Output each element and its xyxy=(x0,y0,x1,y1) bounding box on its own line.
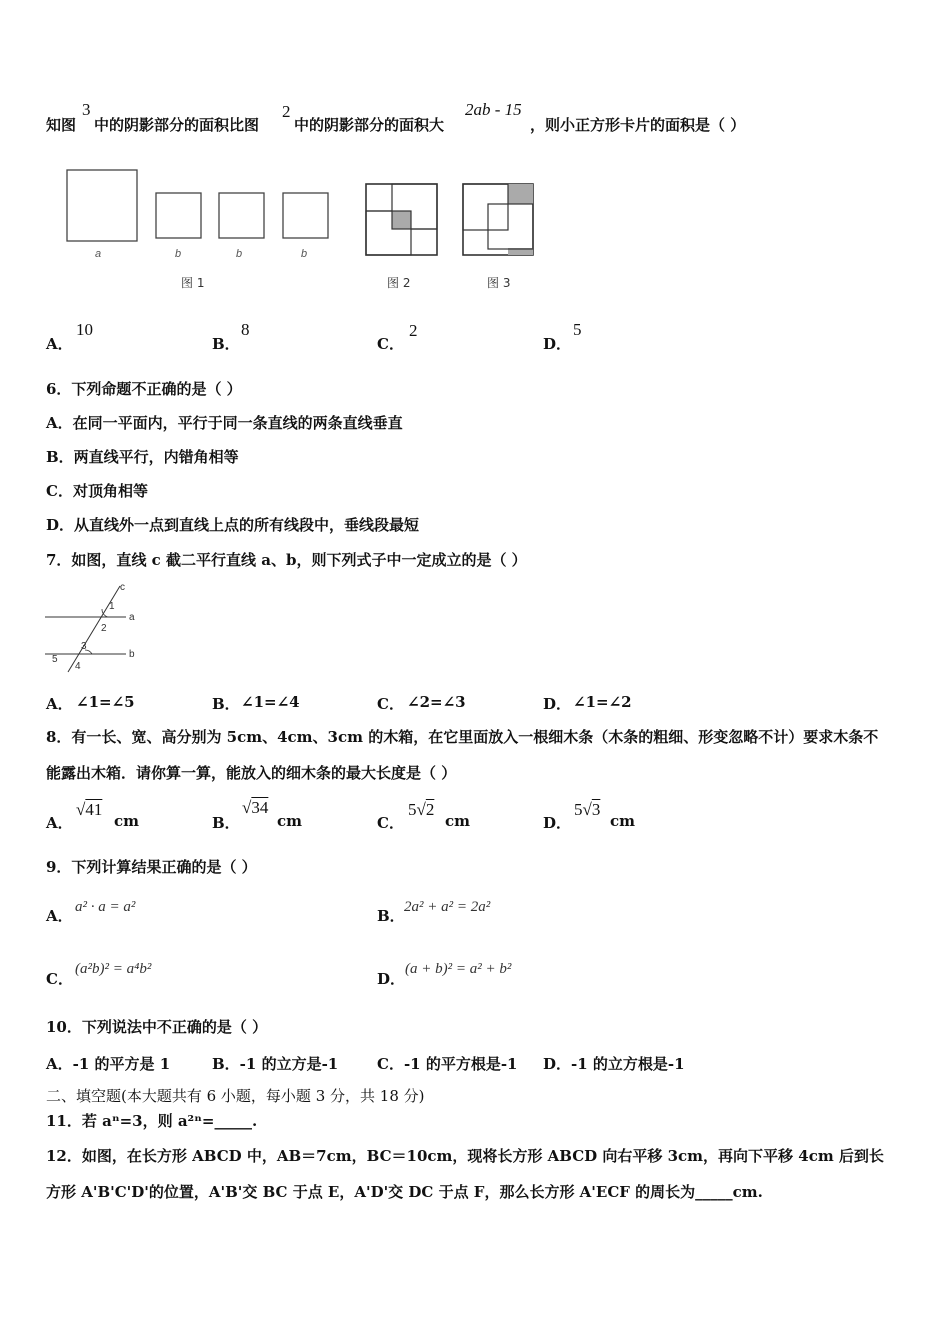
q8-option-b-letter[interactable]: B． xyxy=(212,814,240,832)
q9-option-b-value: 2a² + a² = 2a² xyxy=(404,899,491,915)
fig1-label-b2: b xyxy=(236,248,243,260)
q5-sup1: 3 xyxy=(82,100,91,119)
q8-option-d-coef: 5 xyxy=(574,800,583,819)
q7-figure xyxy=(40,578,150,673)
q5-option-a-letter[interactable]: A． xyxy=(46,335,73,353)
q8-option-b-unit: cm xyxy=(277,812,303,830)
fig1-label-a: a xyxy=(95,248,102,260)
line-c xyxy=(68,586,120,672)
q7-option-c-letter[interactable]: C． xyxy=(377,695,404,713)
angle-4: 4 xyxy=(75,661,81,672)
caption-fig1: 图 1 xyxy=(181,276,205,290)
fig1-square-b1 xyxy=(156,193,201,238)
q9-option-a-letter[interactable]: A． xyxy=(46,907,73,925)
q6-option-a[interactable]: A．在同一平面内，平行于同一条直线的两条直线垂直 xyxy=(46,414,403,432)
q5-option-c-value: 2 xyxy=(409,321,418,340)
q5-sup3: 2ab - 15 xyxy=(465,100,522,119)
caption-fig2: 图 2 xyxy=(387,276,411,290)
q8-option-d-letter[interactable]: D． xyxy=(543,814,572,832)
q10-option-a[interactable]: A．-1 的平方是 1 xyxy=(46,1055,171,1073)
q7-option-c-value: ∠2=∠3 xyxy=(407,693,466,711)
q5-figure xyxy=(55,160,555,295)
q7-option-a-letter[interactable]: A． xyxy=(46,695,73,713)
q8-option-a-radicand: 41 xyxy=(85,800,103,819)
q9-option-b-letter[interactable]: B． xyxy=(377,907,405,925)
label-b: b xyxy=(129,649,135,660)
q5-stem-d: ，则小正方形卡片的面积是（ ） xyxy=(530,116,746,134)
q5-sup2: 2 xyxy=(282,102,291,121)
fig1-label-b3: b xyxy=(301,248,308,260)
angle-3: 3 xyxy=(81,641,87,652)
q5-option-d-value: 5 xyxy=(573,320,582,339)
q9-option-d-value: (a + b)² = a² + b² xyxy=(405,961,512,977)
q7-option-d-value: ∠1=∠2 xyxy=(573,693,632,711)
q8-option-a-letter[interactable]: A． xyxy=(46,814,73,832)
q9-option-d-letter[interactable]: D． xyxy=(377,970,406,988)
q5-option-b-value: 8 xyxy=(241,320,250,339)
q7-option-a-value: ∠1=∠5 xyxy=(76,693,135,711)
q6-option-d[interactable]: D．从直线外一点到直线上点的所有线段中，垂线段最短 xyxy=(46,516,420,534)
q5-stem-b: 中的阴影部分的面积比图 xyxy=(94,116,260,134)
q8-option-a-unit: cm xyxy=(114,812,140,830)
q5-stem-c: 中的阴影部分的面积大 xyxy=(294,116,445,134)
q9-option-c-value: (a²b)² = a⁴b² xyxy=(75,961,152,977)
fig2-shade xyxy=(392,211,411,229)
q10-option-b[interactable]: B．-1 的立方是-1 xyxy=(212,1055,339,1073)
q5-stem-a: 知图 xyxy=(46,116,77,134)
q8-option-c-radicand: 2 xyxy=(425,800,435,819)
q8-option-a-value: √41 xyxy=(76,800,103,819)
angle-1: 1 xyxy=(109,601,115,612)
fig3-shade-top xyxy=(508,184,533,204)
fig1-square-a xyxy=(67,170,137,241)
q5-option-c-letter[interactable]: C． xyxy=(377,335,404,353)
q10-stem: 10．下列说法中不正确的是（ ） xyxy=(46,1018,268,1036)
q8-option-d-radicand: 3 xyxy=(591,800,601,819)
q8-option-c-coef: 5 xyxy=(408,800,417,819)
q5-option-a-value: 10 xyxy=(76,320,93,339)
section2-heading: 二、填空题(本大题共有 6 小题，每小题 3 分，共 18 分) xyxy=(46,1087,425,1105)
q11-stem: 11．若 aⁿ=3，则 a²ⁿ=_____. xyxy=(46,1112,258,1130)
q9-option-c-letter[interactable]: C． xyxy=(46,970,73,988)
q7-option-b-value: ∠1=∠4 xyxy=(241,693,300,711)
fig1-square-b3 xyxy=(283,193,328,238)
q8-option-d-unit: cm xyxy=(610,812,636,830)
q5-option-d-letter[interactable]: D． xyxy=(543,335,572,353)
q8-option-c-letter[interactable]: C． xyxy=(377,814,404,832)
q6-stem: 6．下列命题不正确的是（ ） xyxy=(46,380,242,398)
q7-option-d-letter[interactable]: D． xyxy=(543,695,572,713)
q8-stem-line1: 8．有一长、宽、高分别为 5cm、4cm、3cm 的木箱，在它里面放入一根细木条（木条的粗细、形变忽略不计）要求木条不 xyxy=(46,728,879,746)
q10-option-c[interactable]: C．-1 的平方根是-1 xyxy=(377,1055,518,1073)
q6-option-c[interactable]: C．对顶角相等 xyxy=(46,482,148,500)
label-a: a xyxy=(129,612,135,623)
fig1-square-b2 xyxy=(219,193,264,238)
q8-option-b-radicand: 34 xyxy=(251,798,269,817)
q7-option-b-letter[interactable]: B． xyxy=(212,695,240,713)
q12-line1: 12．如图，在长方形 ABCD 中，AB＝7cm，BC＝10cm，现将长方形 ABCD 向右平移 3cm，再向下平移 4cm 后到长 xyxy=(46,1147,884,1165)
label-c: c xyxy=(120,582,125,593)
q8-option-d-value: 5√3 xyxy=(574,800,601,819)
q12-line2: 方形 A'B'C'D'的位置，A'B'交 BC 于点 E，A'D'交 DC 于点 F，那么长方形 A'ECF 的周长为_____cm. xyxy=(46,1183,763,1201)
q10-option-d[interactable]: D．-1 的立方根是-1 xyxy=(543,1055,685,1073)
q9-option-a-value: a² · a = a² xyxy=(75,899,136,915)
q8-option-c-value: 5√2 xyxy=(408,800,435,819)
q5-option-b-letter[interactable]: B． xyxy=(212,335,240,353)
q8-option-b-value: √34 xyxy=(242,798,269,817)
q6-option-b[interactable]: B．两直线平行，内错角相等 xyxy=(46,448,239,466)
angle-5: 5 xyxy=(52,654,58,665)
caption-fig3: 图 3 xyxy=(487,276,511,290)
fig1-label-b1: b xyxy=(175,248,182,260)
q9-stem: 9．下列计算结果正确的是（ ） xyxy=(46,858,257,876)
q7-stem: 7．如图，直线 c 截二平行直线 a、b，则下列式子中一定成立的是（ ） xyxy=(46,551,527,569)
q8-stem-line2: 能露出木箱．请你算一算，能放入的细木条的最大长度是（ ） xyxy=(46,764,457,782)
angle-2: 2 xyxy=(101,623,107,634)
q8-option-c-unit: cm xyxy=(445,812,471,830)
